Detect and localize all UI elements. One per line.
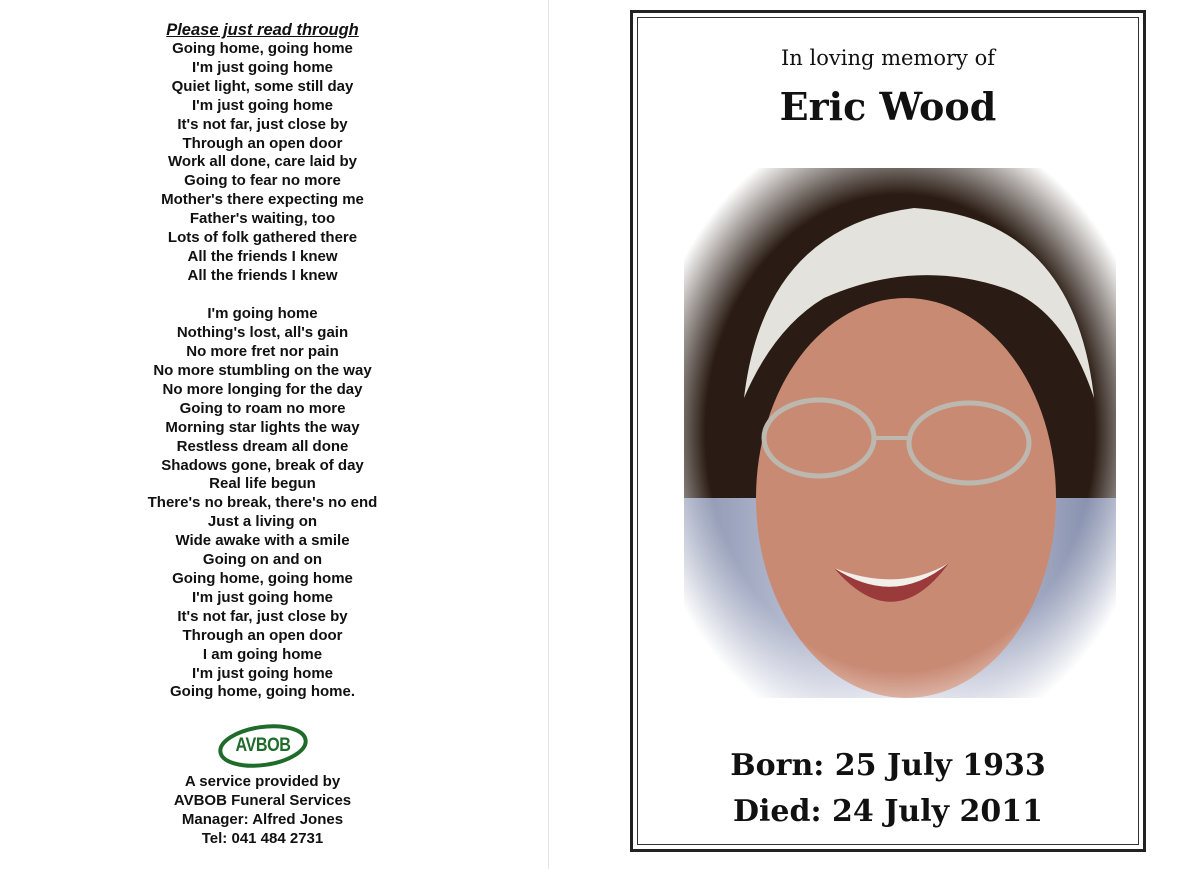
poem-line: Through an open door <box>182 626 343 644</box>
poem-line: Shadows gone, break of day <box>161 456 364 474</box>
poem-line: All the friends I knew <box>187 266 338 284</box>
poem-line: Just a living on <box>207 513 318 531</box>
poem-line: Going to roam no more <box>179 399 346 417</box>
poem-line: No more fret nor pain <box>186 343 339 361</box>
poem-line: It's not far, just close by <box>177 607 348 625</box>
service-line: Tel: 041 484 2731 <box>201 830 324 848</box>
poem-line: I'm just going home <box>191 664 334 682</box>
died-date: Died: 24 July 2011 <box>733 794 1043 829</box>
poem-stanza-1 <box>110 40 415 286</box>
poem-line: Through an open door <box>182 134 343 152</box>
poem-line: Real life begun <box>209 475 316 493</box>
born-date: Born: 25 July 1933 <box>730 748 1046 783</box>
poem-line: I'm just going home <box>191 58 334 76</box>
poem-line: Wide awake with a smile <box>175 532 350 550</box>
poem-line: Morning star lights the way <box>165 418 360 436</box>
poem-line: I am going home <box>202 645 323 663</box>
poem-line: No more stumbling on the way <box>153 362 372 379</box>
poem-line: It's not far, just close by <box>177 115 348 133</box>
poem-line: Father's waiting, too <box>189 210 336 228</box>
poem-line: I'm just going home <box>191 588 334 606</box>
deceased-name: Eric Wood <box>779 84 997 129</box>
page-fold <box>548 0 549 869</box>
poem-line: Going on and on <box>202 551 323 569</box>
poem-line: Restless dream all done <box>176 437 349 455</box>
poem-line: Mother's there expecting me <box>161 191 364 209</box>
service-info <box>110 772 415 848</box>
avbob-logo <box>217 724 309 768</box>
poem-line: Going to fear no more <box>184 172 341 190</box>
service-line: A service provided by <box>184 773 341 791</box>
poem-stanza-2 <box>110 305 415 702</box>
poem-line: Nothing's lost, all's gain <box>176 324 349 342</box>
poem-line: I'm going home <box>207 305 318 323</box>
poem-line: Quiet light, some still day <box>171 77 354 95</box>
poem-line: Lots of folk gathered there <box>167 229 358 247</box>
memorial-card <box>630 10 1146 852</box>
poem-line: Going home, going home <box>172 569 353 587</box>
poem-line: All the friends I knew <box>187 247 338 265</box>
poem-title: Please just read through <box>166 21 359 39</box>
poem-line: No more longing for the day <box>162 380 363 398</box>
memory-heading: In loving memory of <box>781 46 995 70</box>
service-line: AVBOB Funeral Services <box>173 792 352 810</box>
poem-panel <box>110 20 415 848</box>
poem-line: Going home, going home. <box>170 683 355 701</box>
poem-line: Going home, going home <box>172 40 353 57</box>
service-line: Manager: Alfred Jones <box>181 811 344 829</box>
logo-text: AVBOB <box>234 735 291 757</box>
poem-line: I'm just going home <box>191 96 334 114</box>
poem-line: There's no break, there's no end <box>147 494 378 512</box>
portrait-photo <box>684 168 1116 698</box>
poem-line: Work all done, care laid by <box>168 153 357 171</box>
